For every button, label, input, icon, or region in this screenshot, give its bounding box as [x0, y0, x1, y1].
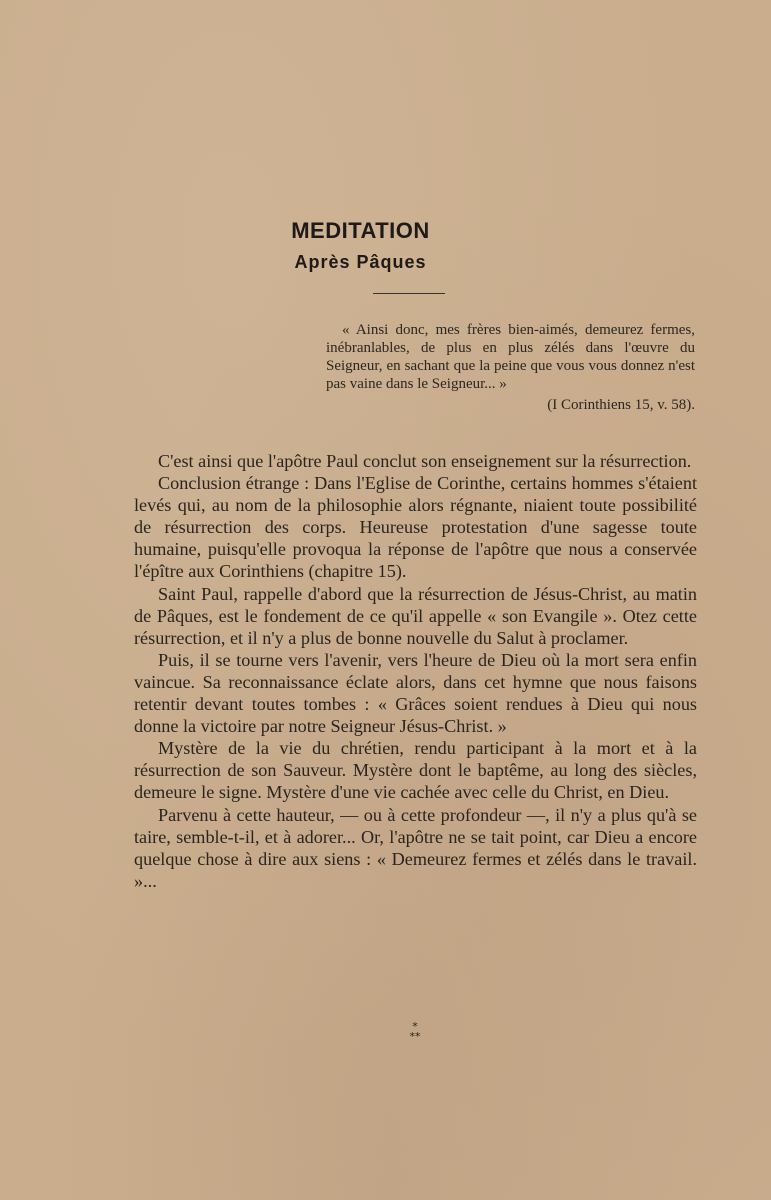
epigraph — [326, 321, 695, 414]
title-divider — [373, 293, 445, 294]
page-subtitle: Après Pâques — [294, 252, 427, 272]
asterism-bottom: ** — [409, 1030, 421, 1043]
paragraph: Parvenu à cette hauteur, — ou à cette profondeur —, il n'y a plus qu'à se taire, semble-t-il, et à adorer... Or, l'apôtre ne se tait point, car Dieu a encore quelque chose à dire aux siens : « Demeurez fermes et zélés dans le travail. »... — [134, 804, 697, 891]
paragraph: Puis, il se tourne vers l'avenir, vers l'heure de Dieu où la mort sera enfin vaincue. Sa reconnaissance éclate alors, dans cet hymne que nous faisons retentir devant toutes tombes : « Grâces soient rendues à Dieu qui nous donne la victoire par notre Seigneur Jésus-Christ. » — [134, 649, 697, 737]
paragraph: Conclusion étrange : Dans l'Eglise de Corinthe, certains hommes s'étaient levés qui, au nom de la philosophie alors régnante, niaient toute possibilité de résurrection des corps. Heureuse protestation d'une sagesse toute humaine, puisqu'elle provoqua la réponse de l'apôtre que nous a conservée l'épître aux Corinthiens (chapitre 15). — [134, 473, 697, 582]
epigraph-quote: « Ainsi donc, mes frères bien-aimés, demeurez fermes, inébranlables, de plus en plus zélés dans l'œuvre du Seigneur, en sachant que la peine que vous vous donnez n'est pas vaine dans le Seigneur... » — [326, 322, 695, 392]
body-text — [134, 450, 697, 892]
page-title: MEDITATION — [291, 218, 430, 243]
paragraph: Saint Paul, rappelle d'abord que la résurrection de Jésus-Christ, au matin de Pâques, est le fondement de ce qu'il appelle « son Evangile ». Otez cette résurrection, et il n'y a plus de bonne nouvelle du Salut à proclamer. — [134, 583, 697, 648]
paragraph: C'est ainsi que l'apôtre Paul conclut son enseignement sur la résurrection. — [158, 451, 692, 471]
asterism-top: * — [412, 1020, 418, 1033]
epigraph-reference: (I Corinthiens 15, v. 58). — [547, 397, 695, 413]
paragraph: Mystère de la vie du chrétien, rendu participant à la mort et à la résurrection de son Sauveur. Mystère dont le baptême, au long des siècles, demeure le signe. Mystère d'une vie cachée avec celle du Christ, en Dieu. — [134, 738, 697, 803]
heading-block — [0, 218, 771, 273]
asterism-ornament — [395, 1022, 435, 1042]
